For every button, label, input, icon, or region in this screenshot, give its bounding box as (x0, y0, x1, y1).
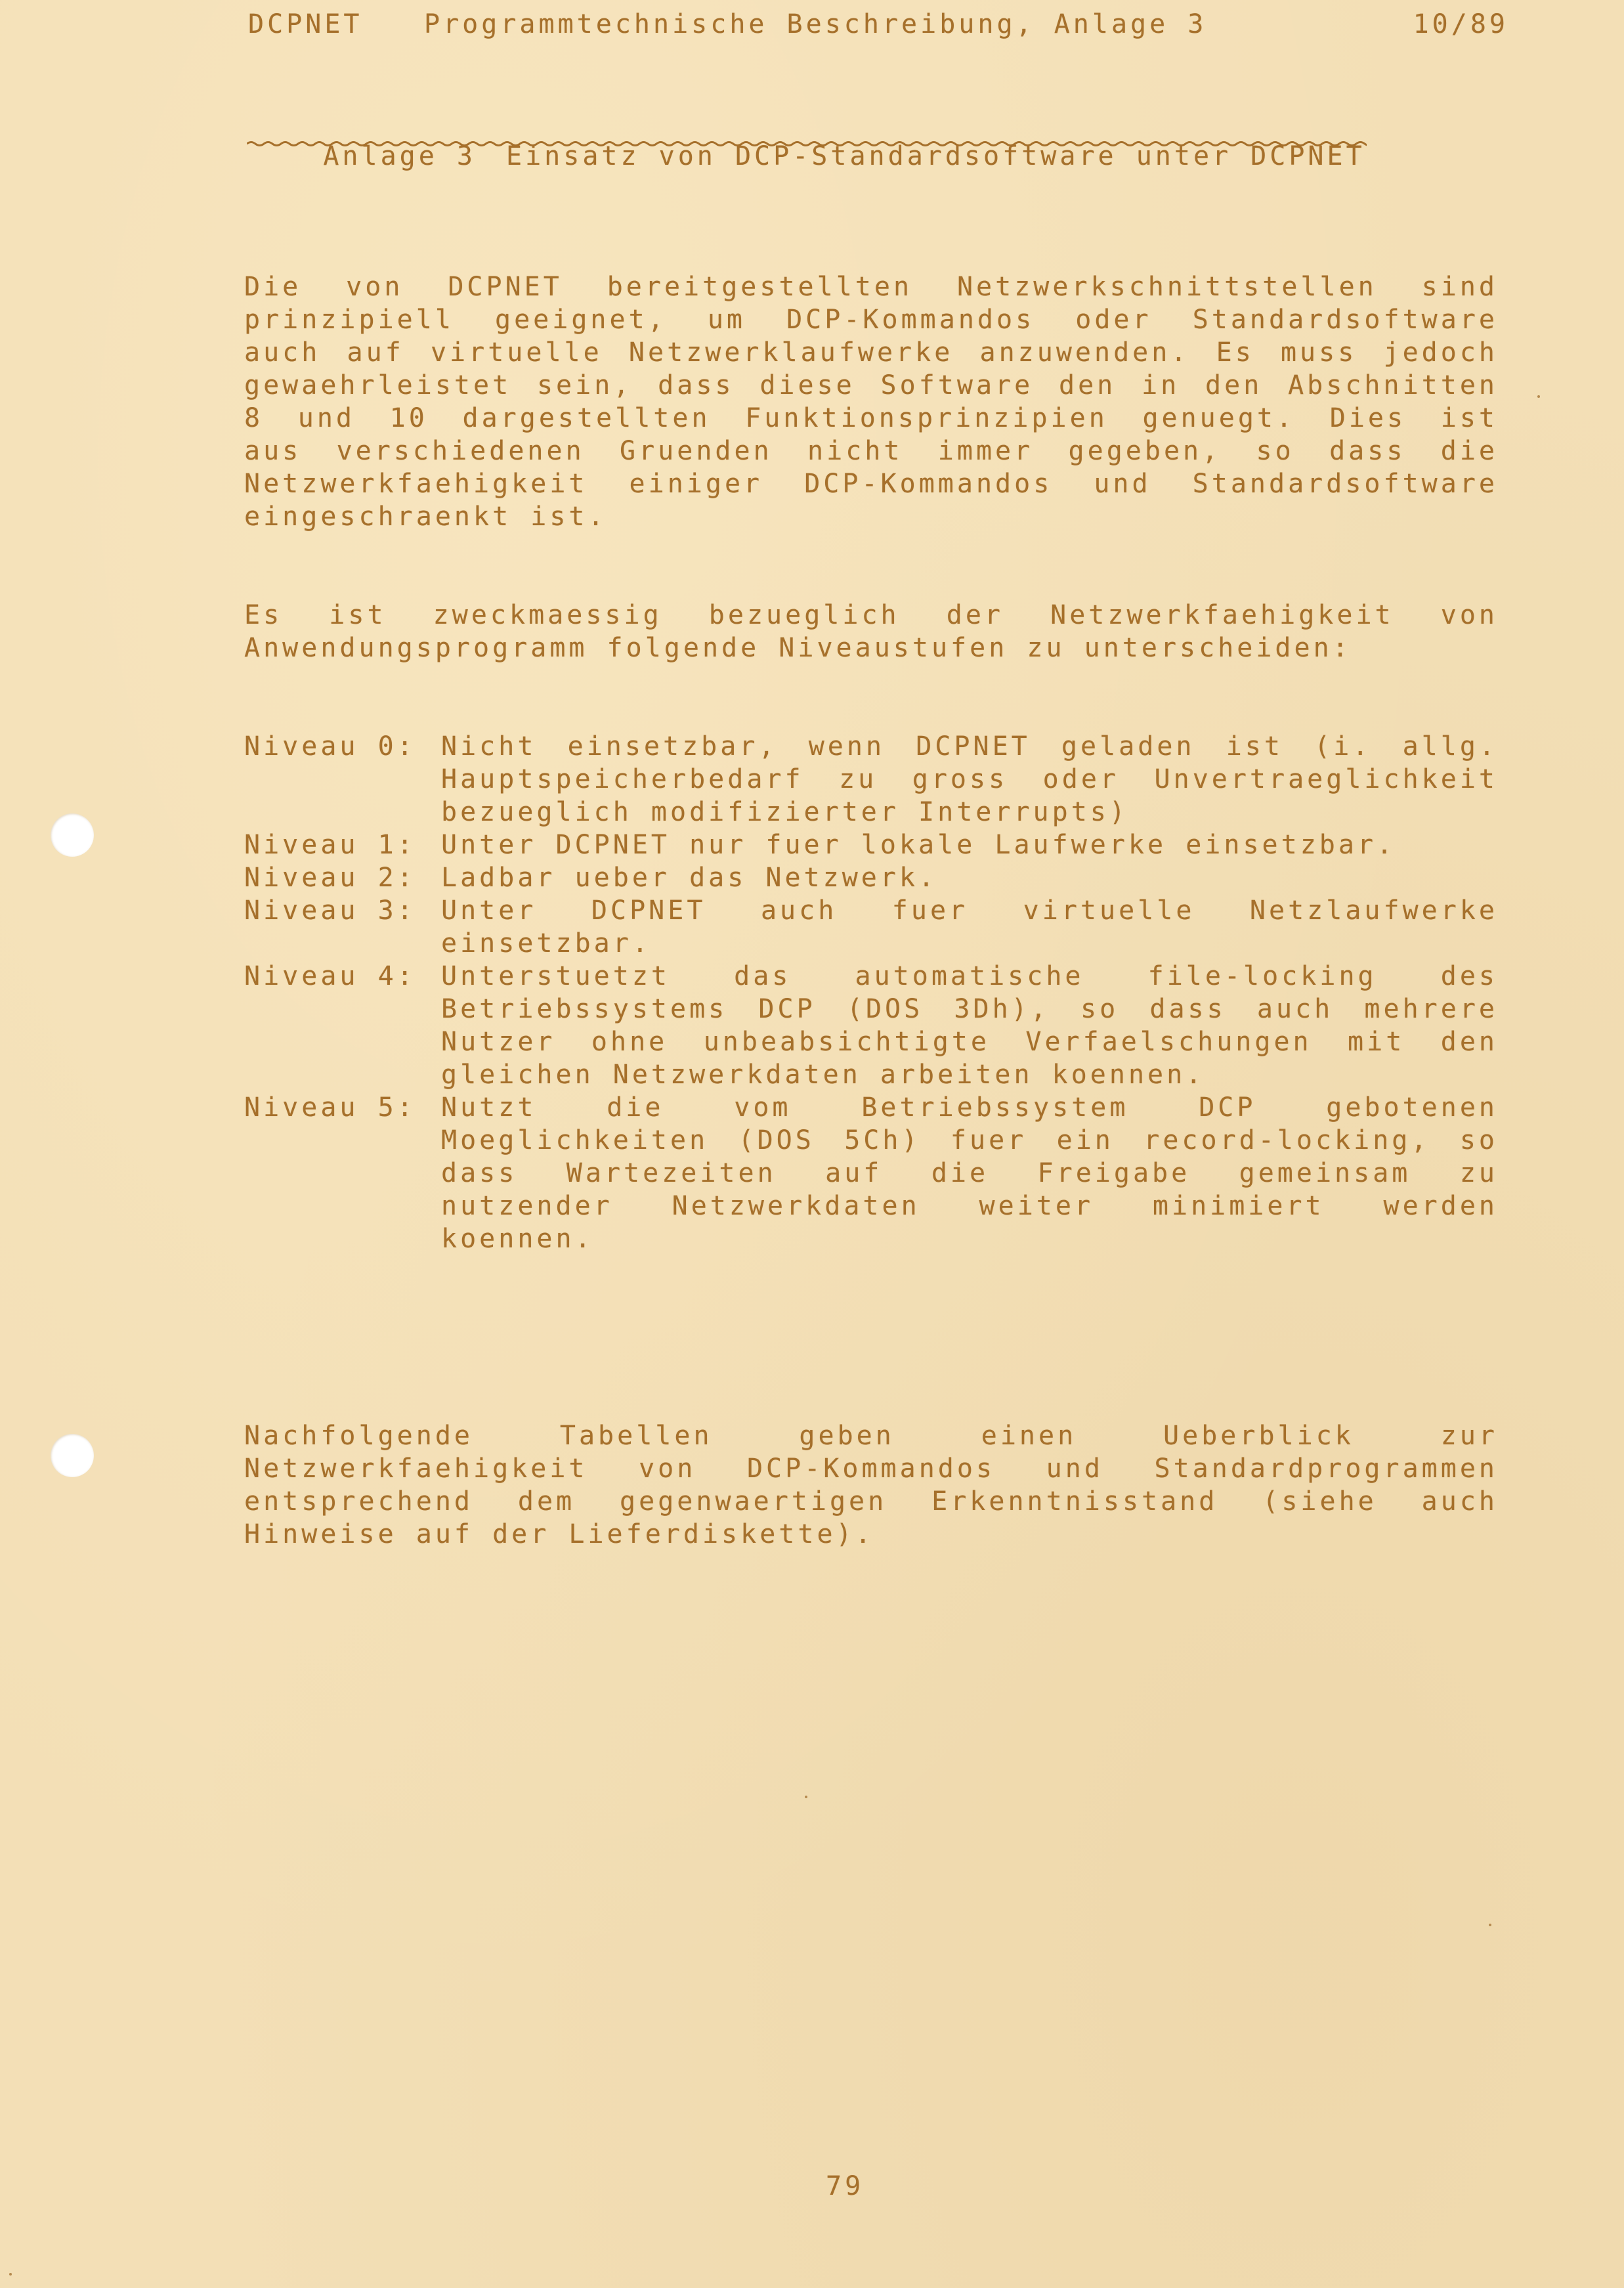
level-description (441, 730, 1498, 829)
text-line: einsetzbar. (441, 928, 651, 959)
text-line: prinzipiell geeignet, um DCP-Kommandos oder Standardsoftware (244, 305, 1498, 335)
header-subject: Programmtechnische Beschreibung, Anlage 3 (424, 9, 1207, 39)
text-line: Anwendungsprogramm folgende Niveaustufen zu unterscheiden: (244, 633, 1352, 663)
text-line: Nachfolgende Tabellen geben einen Ueberblick zur (244, 1421, 1498, 1451)
closing-paragraph (244, 1419, 1498, 1551)
level-label: Niveau 3: (244, 896, 416, 926)
text-line: Nutzt die vom Betriebssystem DCP gebotenen (441, 1092, 1498, 1123)
text-line: Moeglichkeiten (DOS 5Ch) fuer ein record-locking, so (441, 1125, 1498, 1155)
text-line: Netzwerkfaehigkeit einiger DCP-Kommandos und Standardsoftware (244, 469, 1498, 499)
level-label: Niveau 2: (244, 863, 416, 893)
text-line: gleichen Netzwerkdaten arbeiten koennen. (441, 1060, 1205, 1090)
level-item (244, 861, 1498, 894)
page-header (248, 8, 1508, 41)
level-item (244, 960, 1498, 1091)
paper-speck (9, 2273, 12, 2276)
text-line: Nicht einsetzbar, wenn DCPNET geladen ist (i. allg. (441, 731, 1498, 762)
wavy-underline (247, 137, 1367, 151)
text-line: Nutzer ohne unbeabsichtigte Verfaelschungen mit den (441, 1027, 1498, 1057)
level-label: Niveau 4: (244, 961, 416, 991)
level-label: Niveau 0: (244, 731, 416, 762)
paper-speck (805, 1796, 807, 1798)
text-line: 8 und 10 dargestellten Funktionsprinzipien genuegt. Dies ist (244, 403, 1498, 433)
level-item (244, 1091, 1498, 1255)
level-description (441, 829, 1498, 861)
text-line: Unter DCPNET auch fuer virtuelle Netzlaufwerke (441, 896, 1498, 926)
section-label: Anlage 3 (323, 141, 476, 171)
levels-list (244, 730, 1498, 1255)
punch-hole (51, 1434, 94, 1477)
text-line: koennen. (441, 1224, 594, 1254)
page-number: 79 (826, 2171, 865, 2201)
text-line: bezueglich modifizierter Interrupts) (441, 797, 1128, 827)
text-line: Netzwerkfaehigkeit von DCP-Kommandos und Standardprogrammen (244, 1454, 1498, 1484)
level-description (441, 1091, 1498, 1255)
text-line: Unterstuetzt das automatische file-locking des (441, 961, 1498, 991)
level-item (244, 730, 1498, 829)
text-line: dass Wartezeiten auf die Freigabe gemeinsam zu (441, 1158, 1498, 1188)
text-line: auch auf virtuelle Netzwerklaufwerke anzuwenden. Es muss jedoch (244, 337, 1498, 368)
text-line: gewaehrleistet sein, dass diese Software den in den Abschnitten (244, 370, 1498, 400)
level-label: Niveau 5: (244, 1092, 416, 1123)
levels-intro-paragraph (244, 599, 1498, 664)
text-line: Unter DCPNET nur fuer lokale Laufwerke einsetzbar. (441, 830, 1396, 860)
document-body (244, 205, 1498, 1616)
level-description (441, 960, 1498, 1091)
paper-speck (1537, 395, 1540, 398)
header-date: 10/89 (1413, 9, 1508, 39)
text-line: Hinweise auf der Lieferdiskette). (244, 1519, 874, 1549)
level-item (244, 894, 1498, 960)
level-label: Niveau 1: (244, 830, 416, 860)
text-line: eingeschraenkt ist. (244, 502, 607, 532)
level-description (441, 894, 1498, 960)
paper-speck (1489, 1924, 1491, 1926)
section-heading: Einsatz von DCP-Standardsoftware unter DCPNET (505, 141, 1365, 171)
punch-hole (51, 813, 94, 857)
text-line: Die von DCPNET bereitgestellten Netzwerkschnittstellen sind (244, 272, 1498, 302)
text-line: nutzender Netzwerkdaten weiter minimiert werden (441, 1191, 1498, 1221)
header-doc-name: DCPNET (248, 9, 363, 39)
intro-paragraph (244, 270, 1498, 533)
text-line: aus verschiedenen Gruenden nicht immer gegeben, so dass die (244, 436, 1498, 466)
paragraph-gap (244, 1321, 1498, 1354)
text-line: Ladbar ueber das Netzwerk. (441, 863, 938, 893)
text-line: Es ist zweckmaessig bezueglich der Netzwerkfaehigkeit von (244, 600, 1498, 630)
text-line: Betriebssystems DCP (DOS 3Dh), so dass auch mehrere (441, 994, 1498, 1024)
level-description (441, 861, 1498, 894)
level-item (244, 829, 1498, 861)
text-line: entsprechend dem gegenwaertigen Erkenntnisstand (siehe auch (244, 1486, 1498, 1517)
section-title (247, 107, 1365, 205)
text-line: Hauptspeicherbedarf zu gross oder Unvertraeglichkeit (441, 764, 1498, 794)
